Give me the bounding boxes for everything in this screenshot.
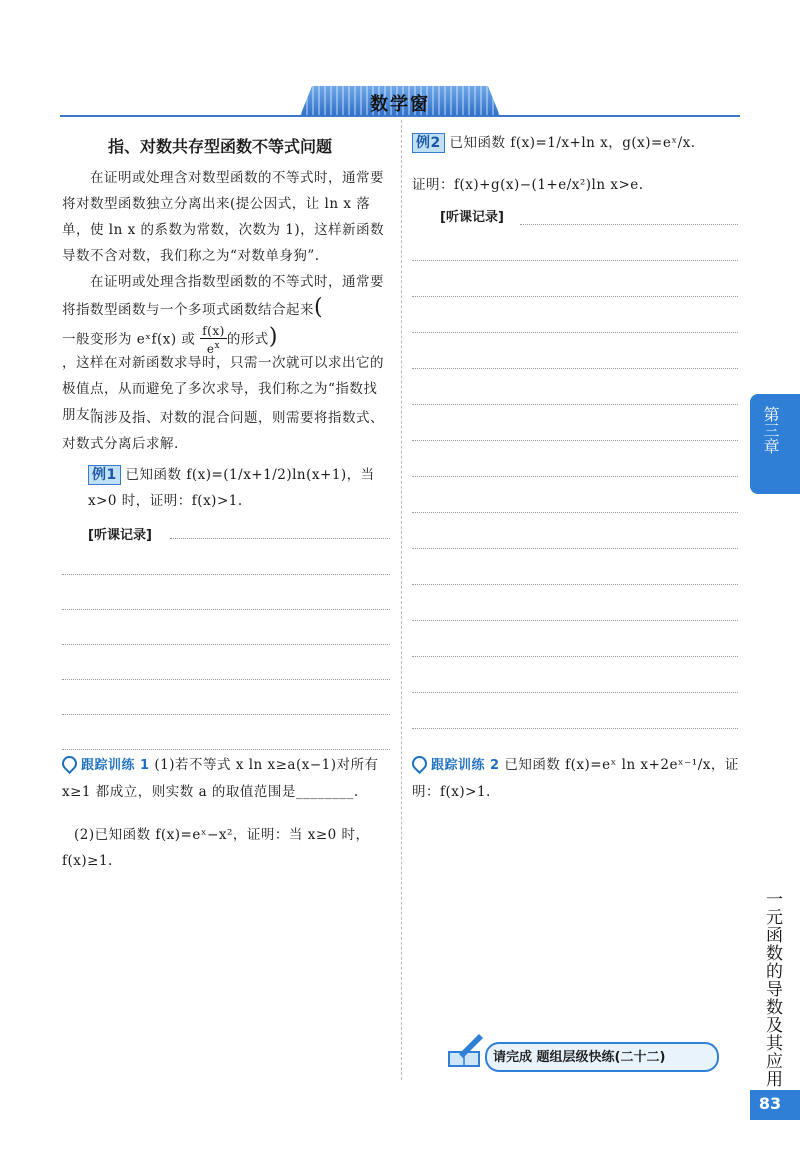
track-1-question-2: (2)已知函数 f(x)=eˣ−x²，证明：当 x≥0 时，f(x)≥1. bbox=[62, 827, 370, 869]
paragraph-3: 而涉及指、对数的混合问题，则需要将指数式、对数式分离后求解. bbox=[62, 410, 384, 452]
example-2 bbox=[412, 130, 742, 156]
section-title: 指、对数共存型函数不等式问题 bbox=[108, 137, 333, 156]
header-rule bbox=[60, 115, 740, 117]
notes-line bbox=[412, 548, 738, 549]
column-divider bbox=[401, 120, 402, 1080]
track-1-question-1: (1)若不等式 x ln x≥a(x−1)对所有 x≥1 都成立，则实数 a 的取值范围是________. bbox=[62, 757, 379, 800]
location-pin-icon bbox=[409, 753, 430, 774]
paragraph-2-b: 一般变形为 eˣf(x) 或 bbox=[62, 331, 196, 348]
notes-line bbox=[520, 224, 738, 225]
chapter-tab-label: 第三章 bbox=[761, 406, 780, 454]
notes-line bbox=[412, 512, 738, 513]
paragraph-2-lead: 在证明或处理含指数型函数的不等式时，通常要将指数型函数与一个多项式函数结合起来( bbox=[62, 274, 384, 320]
paragraph-2-d: ，这样在对新函数求导时，只需一次就可以求出它的极值点，从而避免了多次求导，我们称之为“指数找朋友”. bbox=[62, 355, 384, 423]
notes-line bbox=[412, 692, 738, 693]
notes-line bbox=[412, 368, 738, 369]
example-1-text: 已知函数 f(x)=(1/x+1/2)ln(x+1)，当 x>0 时，证明：f(x)>1. bbox=[88, 467, 375, 509]
track-2-label: 跟踪训练 2 bbox=[431, 758, 500, 773]
notes-label-right: [听课记录] bbox=[440, 210, 504, 225]
example-1-badge: 例1 bbox=[88, 465, 121, 485]
notes-line bbox=[62, 749, 390, 750]
example-1 bbox=[88, 462, 388, 514]
location-pin-icon bbox=[59, 753, 80, 774]
notes-line bbox=[412, 440, 738, 441]
notes-line bbox=[62, 679, 390, 680]
track-training-2 bbox=[412, 752, 742, 805]
notes-line bbox=[412, 656, 738, 657]
pencil-book-icon bbox=[445, 1030, 485, 1070]
paragraph-2-middle: 一般变形为 eˣf(x) 或 $\frac{f(x)}{e^x}$ 的形式) bbox=[62, 324, 278, 356]
notes-line bbox=[170, 538, 390, 539]
chapter-name: 一元函数的导数及其应用 bbox=[762, 890, 782, 1088]
example-2-text: 已知函数 f(x)=1/x+ln x，g(x)=eˣ/x. bbox=[449, 135, 696, 151]
notes-line bbox=[412, 476, 738, 477]
notes-label-left: [听课记录] bbox=[88, 528, 152, 543]
header-title: 数学窗 bbox=[370, 94, 430, 115]
fraction-fx-over-ex: $\frac{f(x)}{e^x}$ bbox=[202, 324, 225, 356]
notes-line bbox=[62, 609, 390, 610]
notes-line bbox=[412, 584, 738, 585]
notes-line bbox=[62, 574, 390, 575]
track-1-label-wrap bbox=[62, 758, 150, 773]
notes-line bbox=[412, 296, 738, 297]
notes-line bbox=[412, 404, 738, 405]
track-2-label-wrap bbox=[412, 758, 500, 773]
example-2-badge: 例2 bbox=[412, 133, 445, 153]
paragraph-2-a: 在证明或处理含指数型函数的不等式时，通常要将指数型函数与一个多项式函数结合起来 bbox=[62, 274, 384, 318]
notes-line bbox=[412, 332, 738, 333]
example-2-prove: 证明：f(x)+g(x)−(1+e/x²)ln x>e. bbox=[412, 177, 644, 193]
track-training-1 bbox=[62, 752, 388, 805]
track-1-label: 跟踪训练 1 bbox=[81, 758, 150, 773]
notes-line bbox=[62, 644, 390, 645]
page-number: 83 bbox=[758, 1094, 782, 1113]
paragraph-1: 在证明或处理含对数型函数的不等式时，通常要将对数型函数独立分离出来(提公因式，让 ln x 落单，使 ln x 的系数为常数，次数为 1)，这样新函数导数不含对数，我们称之为“对数单身狗”. bbox=[62, 170, 385, 264]
notes-line bbox=[62, 714, 390, 715]
paragraph-2-c: 的形式 bbox=[226, 331, 269, 348]
notes-line bbox=[412, 620, 738, 621]
exercise-banner-text: 请完成 题组层级快练(二十二) bbox=[493, 1050, 666, 1065]
notes-line bbox=[412, 728, 738, 729]
notes-line bbox=[412, 260, 738, 261]
track-2-text: 已知函数 f(x)=eˣ ln x+2eˣ⁻¹/x，证明：f(x)>1. bbox=[412, 757, 739, 800]
